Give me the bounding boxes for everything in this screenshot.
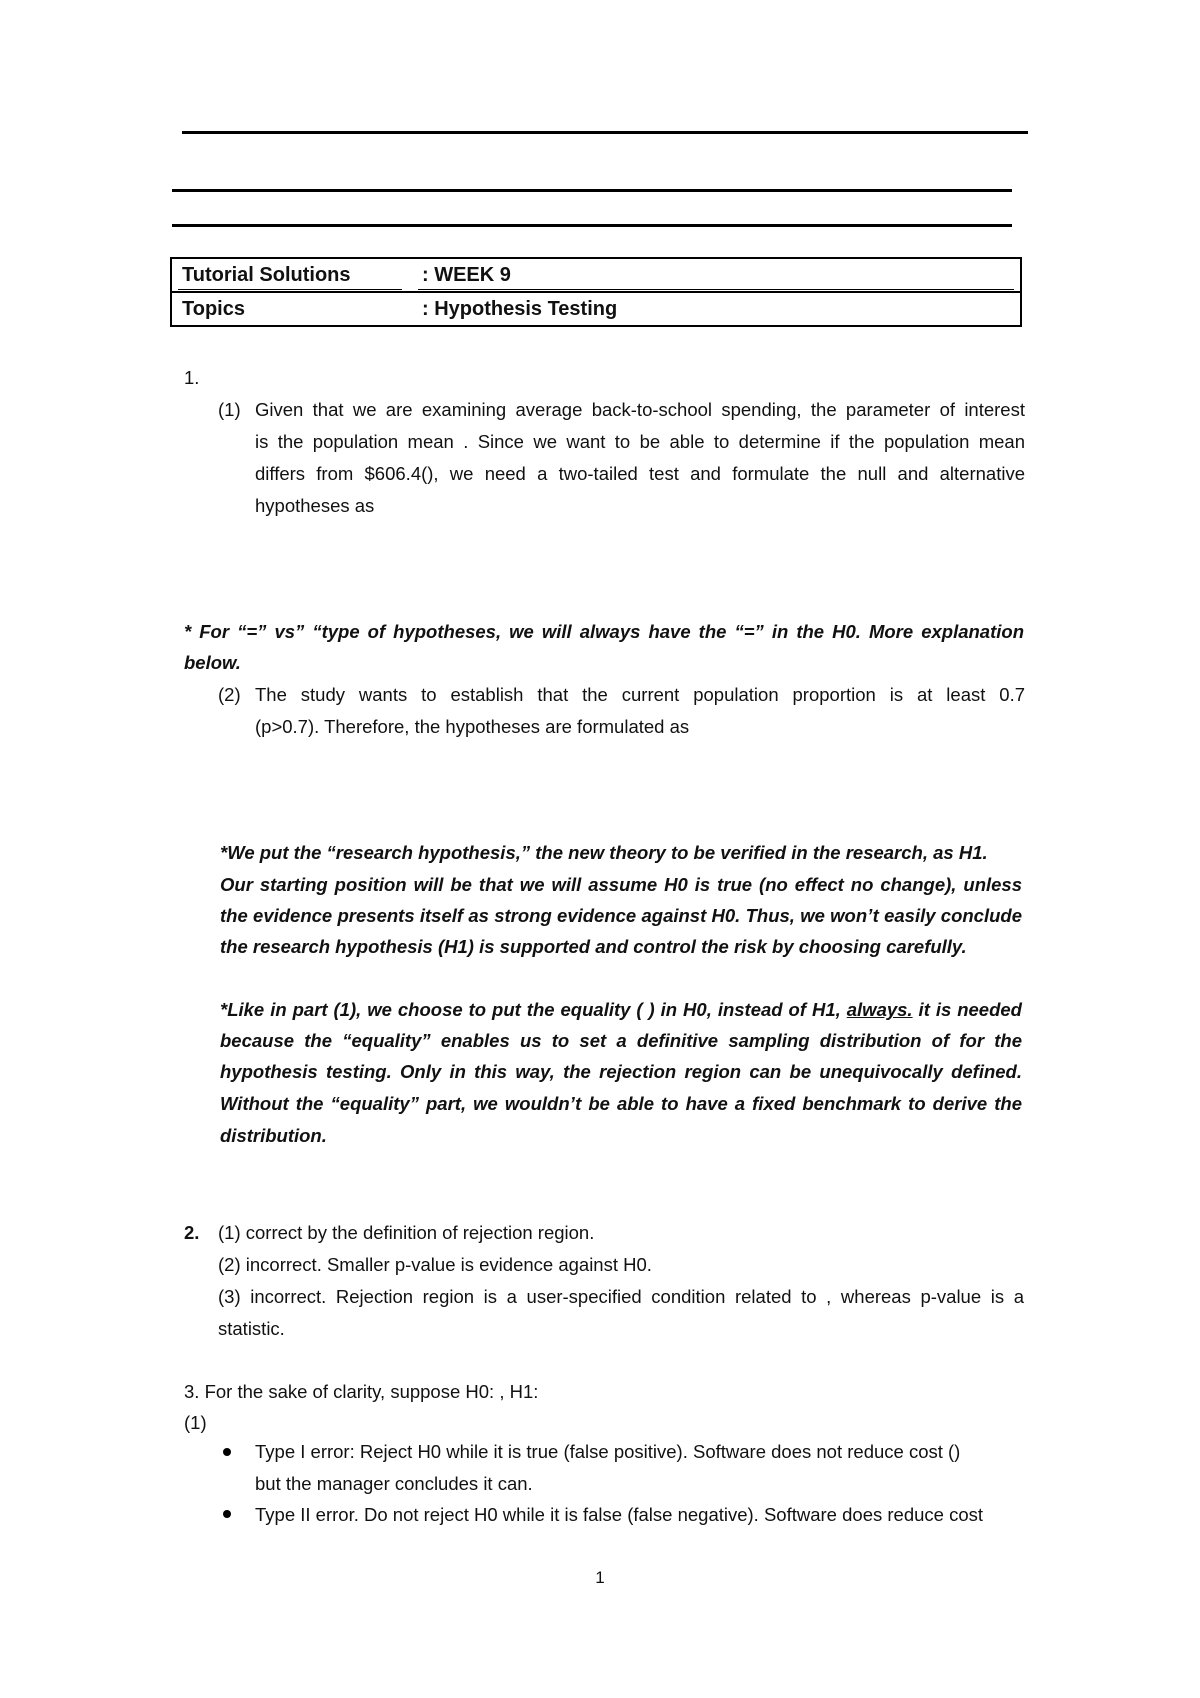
q1-note-like-part1: distribution.	[220, 1125, 327, 1146]
q1-note-research: the evidence presents itself as strong evidence against H0. Thus, we won’t easily conclude	[220, 905, 1022, 926]
q3-intro: 3. For the sake of clarity, suppose H0: , H1:	[184, 1381, 539, 1402]
q2-line: (1) correct by the definition of rejection region.	[218, 1222, 595, 1243]
q1-note-like-part1: Without the “equality” part, we wouldn’t be able to have a fixed benchmark to derive the	[220, 1093, 1022, 1114]
bullet-icon	[223, 1510, 231, 1518]
q3-type1-line: Type I error: Reject H0 while it is true (false positive). Software does not reduce cost ()	[255, 1441, 961, 1462]
q2-line: (2) incorrect. Smaller p-value is evidence against H0.	[218, 1254, 652, 1275]
top-rule-2	[172, 189, 1012, 192]
q1-part1-line: differs from $606.4(), we need a two-tailed test and formulate the null and alternative	[255, 463, 1025, 484]
q1-note-like-part1: hypothesis testing. Only in this way, the rejection region can be unequivocally defined.	[220, 1061, 1022, 1082]
q1-part2-number: (2)	[218, 684, 241, 705]
header-label: Topics	[182, 298, 245, 320]
q3-type1-line: but the manager concludes it can.	[255, 1473, 533, 1494]
q1-part2-line: (p>0.7). Therefore, the hypotheses are formulated as	[255, 716, 690, 737]
page-number: 1	[595, 1568, 605, 1587]
q1-note-like-part1: because the “equality” enables us to set a definitive sampling distribution of for the	[220, 1030, 1022, 1051]
q1-note-research: *We put the “research hypothesis,” the new theory to be verified in the research, as H1.	[220, 842, 988, 863]
top-rule-3	[172, 224, 1012, 227]
q2-line: statistic.	[218, 1318, 285, 1339]
header-value: : Hypothesis Testing	[422, 298, 618, 320]
header-value: : WEEK 9	[422, 264, 511, 286]
q3-part1: (1)	[184, 1412, 207, 1433]
q1-note-research: the research hypothesis (H1) is supported and control the risk by choosing carefully.	[220, 936, 967, 957]
q3-type2-line: Type II error. Do not reject H0 while it is false (false negative). Software does reduce cost	[255, 1504, 984, 1525]
always-emphasis: always.	[846, 999, 913, 1020]
q1-note-equality: below.	[184, 652, 241, 673]
q1-part1-line: hypotheses as	[255, 495, 375, 516]
q1-note-like-part1: *Like in part (1), we choose to put the equality ( ) in H0, instead of H1, always. it is needed	[220, 999, 1022, 1020]
bullet-icon	[223, 1448, 231, 1456]
q1-part1-line: is the population mean . Since we want to be able to determine if the population mean	[255, 431, 1025, 452]
top-rule-1	[182, 131, 1028, 134]
q1-part1-line: Given that we are examining average back-to-school spending, the parameter of interest	[255, 399, 1025, 420]
q1-note-equality: * For “=” vs” “type of hypotheses, we will always have the “=” in the H0. More explanation	[184, 621, 1024, 642]
q1-part2-line: The study wants to establish that the current population proportion is at least 0.7	[255, 684, 1025, 705]
header-table	[170, 257, 1022, 327]
q1-part1-number: (1)	[218, 399, 241, 420]
q1-note-research: Our starting position will be that we will assume H0 is true (no effect no change), unless	[220, 874, 1022, 895]
header-row-week	[172, 259, 1020, 291]
q2-line: (3) incorrect. Rejection region is a user-specified condition related to , whereas p-value is a	[218, 1286, 1024, 1307]
header-row-topics	[172, 293, 1020, 325]
q2-number: 2.	[184, 1222, 200, 1243]
header-label: Tutorial Solutions	[182, 264, 351, 286]
q1-number: 1.	[184, 367, 200, 388]
